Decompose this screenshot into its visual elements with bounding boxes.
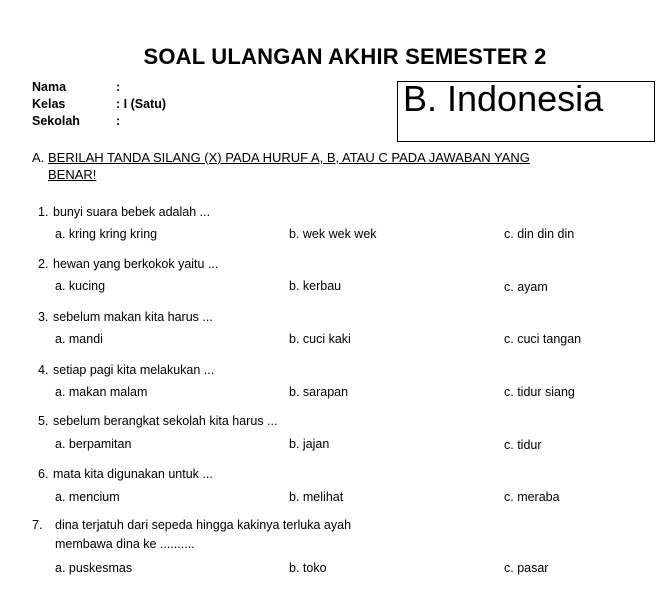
question-text: dina terjatuh dari sepeda hingga kakinya terluka ayah (55, 518, 352, 532)
question-text: sebelum berangkat sekolah kita harus ... (53, 414, 278, 428)
option-b[interactable]: b. sarapan (289, 385, 349, 399)
question-text: mata kita digunakan untuk ... (53, 467, 213, 481)
question-number: 4. (38, 363, 49, 377)
subject-box (397, 78, 655, 142)
field-label-nama: Nama (32, 80, 67, 94)
option-a[interactable]: a. kucing (55, 279, 106, 293)
question-number: 2. (38, 257, 49, 271)
question-number: 5. (38, 414, 49, 428)
question-text: hewan yang berkokok yaitu ... (53, 257, 219, 271)
instruction-text-1: BERILAH TANDA SILANG (X) PADA HURUF A, B, ATAU C PADA JAWABAN YANG (48, 150, 530, 165)
option-a[interactable]: a. makan malam (55, 385, 148, 399)
option-b[interactable]: b. toko (289, 561, 327, 575)
option-c[interactable]: c. pasar (504, 561, 549, 575)
option-c[interactable]: c. tidur siang (504, 385, 575, 399)
question-number: 6. (38, 467, 49, 481)
option-a[interactable]: a. mandi (55, 332, 103, 346)
question-number: 7. (32, 518, 43, 532)
question-text: bunyi suara bebek adalah ... (53, 205, 211, 219)
question-text: sebelum makan kita harus ... (53, 310, 213, 324)
subject-name: B. Indonesia (403, 78, 604, 119)
option-a[interactable]: a. kring kring kring (55, 227, 158, 241)
question-text-line-2: membawa dina ke .......... (55, 537, 195, 551)
question-number: 1. (38, 205, 49, 219)
option-c[interactable]: c. cuci tangan (504, 332, 582, 346)
instruction-line-2 (48, 167, 96, 182)
option-b[interactable]: b. cuci kaki (289, 332, 351, 346)
field-value-sekolah: : (116, 114, 121, 128)
option-b[interactable]: b. jajan (289, 437, 330, 451)
option-c[interactable]: c. ayam (504, 280, 548, 294)
instruction-line-1 (48, 150, 530, 165)
field-value-kelas: : I (Satu) (116, 97, 166, 111)
page-title: SOAL ULANGAN AKHIR SEMESTER 2 (143, 44, 547, 69)
question-text: setiap pagi kita melakukan ... (53, 363, 215, 377)
field-label-sekolah: Sekolah (32, 114, 80, 128)
section-marker: A. (32, 150, 45, 165)
option-c[interactable]: c. tidur (504, 438, 542, 452)
instruction-text-2: BENAR! (48, 167, 97, 182)
option-b[interactable]: b. melihat (289, 490, 344, 504)
field-label-kelas: Kelas (32, 97, 66, 111)
option-a[interactable]: a. mencium (55, 490, 120, 504)
field-value-nama: : (116, 80, 121, 94)
option-b[interactable]: b. wek wek wek (289, 227, 377, 241)
option-c[interactable]: c. meraba (504, 490, 560, 504)
option-a[interactable]: a. puskesmas (55, 561, 133, 575)
option-b[interactable]: b. kerbau (289, 279, 342, 293)
option-c[interactable]: c. din din din (504, 227, 575, 241)
question-number: 3. (38, 310, 49, 324)
option-a[interactable]: a. berpamitan (55, 437, 132, 451)
